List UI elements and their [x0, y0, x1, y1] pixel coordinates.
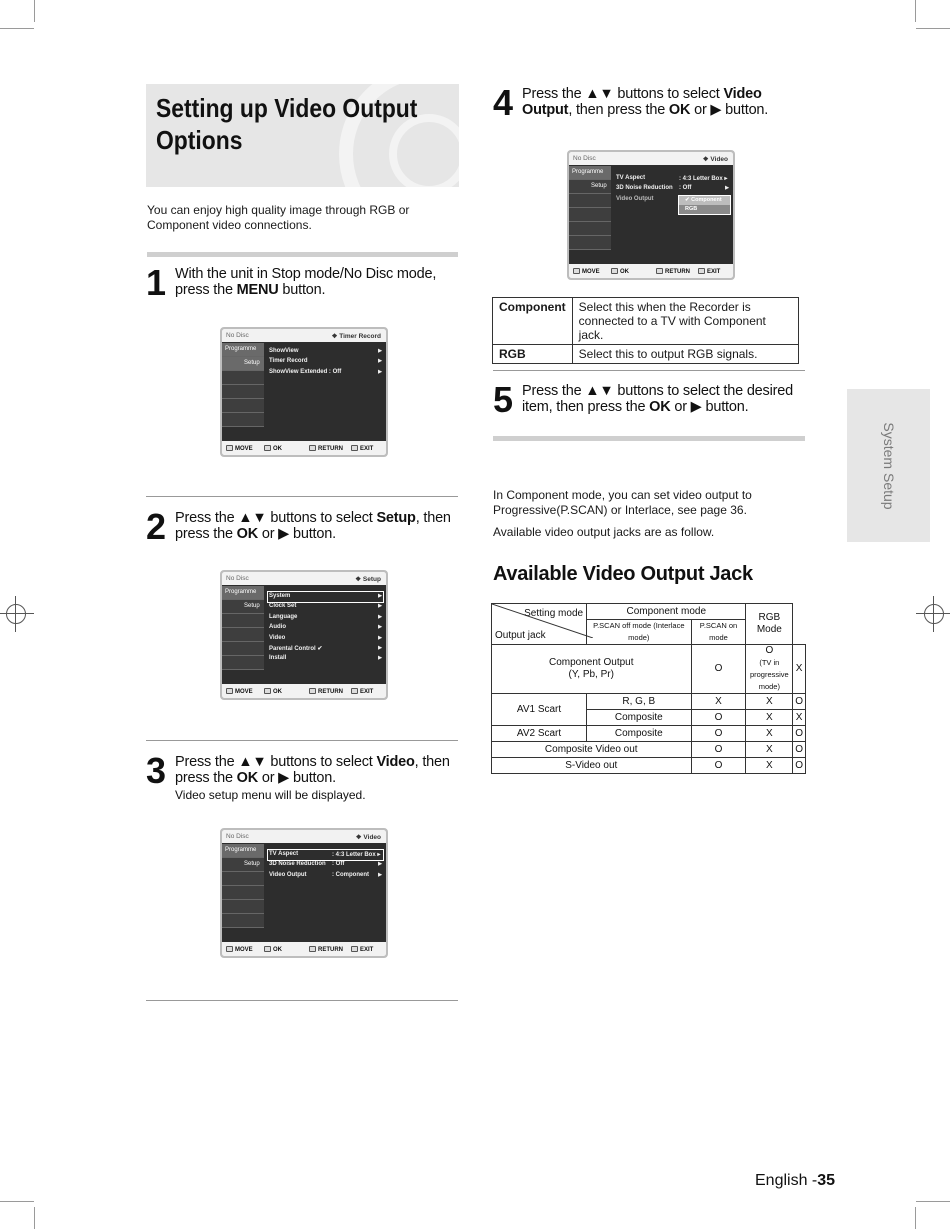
- note-text: Available video output jacks are as follow.: [493, 525, 715, 539]
- osd-header: No Disc ❖ Video: [569, 152, 733, 165]
- osd-screen-timer-record: [220, 327, 388, 457]
- osd-popup-options: [678, 195, 731, 215]
- table-cell: O: [691, 645, 746, 694]
- step-number: 3: [146, 750, 167, 791]
- osd-header: No Disc ❖ Timer Record: [222, 329, 386, 342]
- section-side-tab: [847, 389, 930, 542]
- osd-footer: MOVE OK RETURN EXIT: [222, 942, 386, 956]
- osd-menu-item: System ▶: [268, 592, 383, 602]
- step-number: 4: [493, 82, 514, 123]
- osd-menu-item: ShowView Extended : Off ▶: [269, 368, 382, 375]
- osd-tab-setup: Setup: [222, 600, 264, 614]
- osd-tab-programme: Programme: [569, 166, 611, 180]
- table-row: [493, 298, 799, 345]
- osd-menu-item: 3D Noise Reduction : Off ▶: [269, 861, 382, 868]
- divider: [493, 436, 805, 441]
- osd-menu-item: TV Aspect : 4:3 Letter Box ▸: [268, 850, 383, 860]
- table-cell: X: [746, 758, 793, 774]
- table-row: [492, 742, 806, 758]
- table-row: [492, 604, 806, 620]
- table-cell: O: [691, 710, 746, 726]
- table-header: P.SCAN off mode (Interlace mode): [587, 620, 691, 645]
- table-cell: O (TV in progressive mode): [746, 645, 793, 694]
- osd-menu-item: 3D Noise Reduction : Off ▶: [616, 185, 729, 192]
- table-cell: Composite Video out: [492, 742, 692, 758]
- osd-screen-video-output: [567, 150, 735, 280]
- table-cell: O: [793, 694, 806, 710]
- intro-text: You can enjoy high quality image through RGB or Component video connections.: [147, 203, 410, 232]
- divider: [147, 252, 458, 257]
- table-cell: X: [746, 694, 793, 710]
- osd-menu-item: Video Output : Component ▶: [269, 871, 382, 878]
- osd-menu-item: Clock Set ▶: [269, 603, 382, 610]
- table-cell: R, G, B: [587, 694, 691, 710]
- divider: [146, 496, 458, 497]
- option-desc: Select this when the Recorder is connected to a TV with Component jack.: [572, 298, 798, 345]
- table-row: [492, 726, 806, 742]
- osd-tab-programme: Programme: [222, 844, 264, 858]
- table-cell: O: [691, 742, 746, 758]
- table-cell: Component Output (Y, Pb, Pr): [492, 645, 692, 694]
- step-number: 5: [493, 379, 514, 420]
- osd-footer: MOVE OK RETURN EXIT: [222, 684, 386, 698]
- registration-mark-icon: [0, 596, 34, 632]
- osd-popup-option: RGB: [679, 205, 730, 214]
- table-cell: X: [746, 742, 793, 758]
- crop-mark: [34, 1207, 35, 1229]
- osd-menu-item: Parental Control ✔ ▶: [269, 644, 382, 652]
- osd-sidebar: [569, 166, 611, 264]
- table-cell: X: [746, 710, 793, 726]
- table-cell: AV2 Scart: [492, 726, 587, 742]
- note-text: In Component mode, you can set video output to Progressive(P.SCAN) or Interlace, see page 36.: [493, 488, 752, 517]
- table-cell: AV1 Scart: [492, 694, 587, 726]
- title-box: [146, 84, 459, 187]
- table-cell: X: [691, 694, 746, 710]
- divider: [146, 740, 458, 741]
- osd-menu: [268, 850, 383, 881]
- video-output-jack-table: [491, 603, 806, 774]
- osd-popup-option: ✔ Component: [679, 196, 730, 205]
- page-number: English -35: [755, 1172, 836, 1189]
- crop-mark: [34, 0, 35, 22]
- osd-menu-item: ShowView ▶: [269, 348, 382, 354]
- osd-footer: MOVE OK RETURN EXIT: [222, 441, 386, 455]
- section-heading: Available Video Output Jack: [493, 563, 753, 585]
- table-header: Component mode: [587, 604, 746, 620]
- table-cell: O: [691, 726, 746, 742]
- crop-mark: [0, 28, 34, 29]
- side-tab-label: System Setup: [880, 421, 897, 510]
- crop-mark: [915, 1207, 916, 1229]
- osd-sidebar: [222, 343, 264, 441]
- crop-mark: [916, 1201, 950, 1202]
- osd-header: No Disc ❖ Setup: [222, 572, 386, 585]
- osd-menu-item: Video ▶: [269, 634, 382, 641]
- page-title: Setting up Video Output Options: [156, 93, 418, 155]
- step-subtext: Video setup menu will be displayed.: [175, 788, 366, 802]
- divider: [493, 370, 805, 371]
- osd-tab-setup: Setup: [222, 357, 264, 371]
- step-number: 2: [146, 506, 167, 547]
- osd-tab-setup: Setup: [569, 180, 611, 194]
- table-header: RGB Mode: [746, 604, 793, 645]
- osd-menu-item: Language ▶: [269, 613, 382, 620]
- osd-tab-setup: Setup: [222, 858, 264, 872]
- osd-footer: MOVE OK RETURN EXIT: [569, 264, 733, 278]
- table-cell: Composite: [587, 726, 691, 742]
- crop-mark: [916, 28, 950, 29]
- table-cell: O: [793, 726, 806, 742]
- option-key: RGB: [493, 345, 573, 364]
- osd-menu-item: Video Output: [616, 195, 654, 202]
- step-number: 1: [146, 262, 167, 303]
- osd-header: No Disc ❖ Video: [222, 830, 386, 843]
- osd-menu-item: Audio ▶: [269, 624, 382, 631]
- video-output-options-table: [492, 297, 799, 364]
- table-cell: O: [793, 758, 806, 774]
- osd-menu: [268, 347, 383, 378]
- table-row: [493, 345, 799, 364]
- table-cell: X: [793, 645, 806, 694]
- step-text: Press the ▲▼ buttons to select the desired item, then press the OK or ▶ button.: [522, 383, 793, 415]
- step-text: With the unit in Stop mode/No Disc mode, press the MENU button.: [175, 266, 437, 298]
- table-cell: S-Video out: [492, 758, 692, 774]
- osd-menu-item: Timer Record ▶: [269, 358, 382, 365]
- crop-mark: [0, 1201, 34, 1202]
- table-cell: X: [793, 710, 806, 726]
- step-text: Press the ▲▼ buttons to select Video, then press the OK or ▶ button.: [175, 754, 450, 786]
- option-key: Component: [493, 298, 573, 345]
- osd-menu-item: TV Aspect : 4:3 Letter Box ▸: [616, 175, 728, 182]
- osd-sidebar: [222, 844, 264, 942]
- table-corner-cell: Setting mode Output jack: [492, 604, 587, 645]
- crop-mark: [915, 0, 916, 22]
- option-desc: Select this to output RGB signals.: [572, 345, 798, 364]
- osd-screen-setup: [220, 570, 388, 700]
- table-cell: Composite: [587, 710, 691, 726]
- table-cell: O: [793, 742, 806, 758]
- divider: [146, 1000, 458, 1001]
- osd-screen-video: [220, 828, 388, 958]
- osd-menu: [268, 592, 383, 665]
- table-row: [492, 758, 806, 774]
- table-cell: O: [691, 758, 746, 774]
- registration-mark-icon: [916, 596, 950, 632]
- table-cell: X: [746, 726, 793, 742]
- step-text: Press the ▲▼ buttons to select Video Output, then press the OK or ▶ button.: [522, 86, 769, 118]
- osd-menu-item: Install ▶: [269, 655, 382, 662]
- step-text: Press the ▲▼ buttons to select Setup, then press the OK or ▶ button.: [175, 510, 451, 542]
- table-row: [492, 645, 806, 694]
- osd-tab-programme: Programme: [222, 343, 264, 357]
- table-row: [492, 694, 806, 710]
- osd-sidebar: [222, 586, 264, 684]
- osd-tab-programme: Programme: [222, 586, 264, 600]
- table-header: P.SCAN on mode: [691, 620, 746, 645]
